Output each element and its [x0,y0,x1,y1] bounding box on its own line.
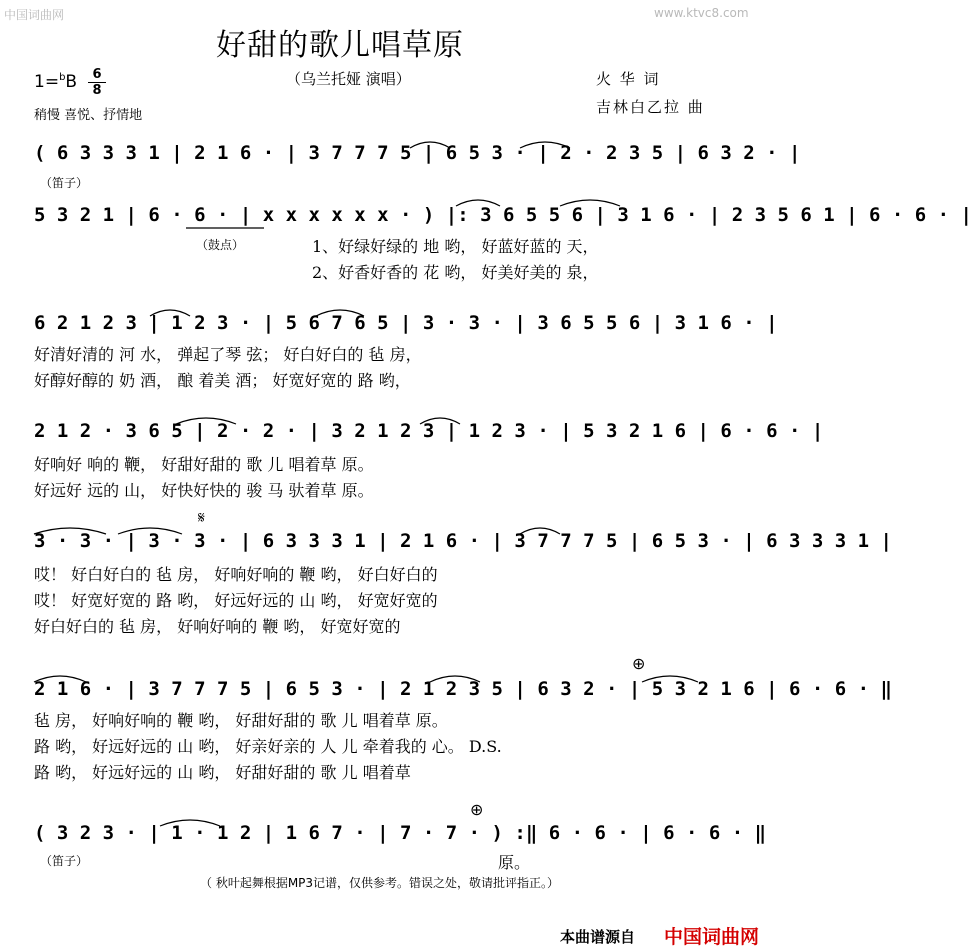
key-signature: 1=$^b$B [34,72,78,92]
site-logo: 中国词曲网 [664,926,760,948]
notation-row-1: ( 6 3 3 3 1 | 2 1 6 · | 3 7 7 7 5 | 6 5 3 · | 2 · 2 3 5 | 6 3 2 · | [34,142,801,164]
lyric-row-6-verse-1: 毡 房， 好响好响的 鞭 哟， 好甜好甜的 歌 儿 唱着草 原。 [34,711,448,730]
time-signature: 6 8 [88,68,106,97]
drum-note: （鼓点） [196,238,245,252]
lyric-row-6-verse-3: 路 哟， 好远好远的 山 哟， 好甜好甜的 歌 儿 唱着草 [34,763,411,782]
lyric-row-5-verse-2: 哎！ 好宽好宽的 路 哟， 好远好远的 山 哟， 好宽好宽的 [34,591,438,610]
coda-sign-1: ⊕ [632,654,646,673]
flute-note-1: （笛子） [40,176,89,190]
singer: （乌兰托娅 演唱） [286,70,411,88]
lyric-row-7: 原。 [498,853,531,872]
lyric-row-5-verse-3: 好白好白的 毡 房， 好响好响的 鞭 哟， 好宽好宽的 [34,617,401,636]
notation-row-5: 3 · 3 · | 3 · 3 · | 6 3 3 3 1 | 2 1 6 · | 3 7 7 7 5 | 6 5 3 · | 6 3 3 3 1 | [34,530,892,552]
source-label: 本曲谱源自 [560,928,636,946]
lyric-row-2-verse-1: 1、好绿好绿的 地 哟， 好蓝好蓝的 天， [312,237,599,256]
lyric-row-6-verse-2: 路 哟， 好远好远的 山 哟， 好亲好亲的 人 儿 牵着我的 心。 D.S. [34,737,502,756]
notation-row-6: 2 1 6 · | 3 7 7 7 5 | 6 5 3 · | 2 1 2 3 5 | 6 3 2 · | 5 3 2 1 6 | 6 · 6 · ‖ [34,678,892,700]
flute-note-2: （笛子） [40,854,89,868]
lyric-row-5-verse-1: 哎！ 好白好白的 毡 房， 好响好响的 鞭 哟， 好白好白的 [34,565,438,584]
notation-row-3: 6 2 1 2 3 | 1 2 3 · | 5 6 7 6 5 | 3 · 3 · | 3 6 5 5 6 | 3 1 6 · | [34,312,778,334]
lyric-row-3-verse-1: 好清好清的 河 水， 弹起了琴 弦； 好白好白的 毡 房， [34,345,422,364]
notation-row-4: 2 1 2 · 3 6 5 | 2 · 2 · | 3 2 1 2 3 | 1 2 3 · | 5 3 2 1 6 | 6 · 6 · | [34,420,824,442]
notation-row-2: 5 3 2 1 | 6 · 6 · | x x x x x x · ) |: 3 6 5 5 6 | 3 1 6 · | 2 3 5 6 1 | 6 · 6 · | [34,204,972,226]
lyric-row-4-verse-1: 好响好 响的 鞭， 好甜好甜的 歌 儿 唱着草 原。 [34,455,374,474]
watermark-left: 中国词曲网 [4,8,65,22]
composer-credit: 吉林白乙拉 曲 [596,98,705,116]
song-title: 好甜的歌儿唱草原 [216,28,464,63]
segno-sign: 𝄋 [198,508,205,527]
coda-sign-2: ⊕ [470,800,484,819]
notation-row-7: ( 3 2 3 · | 1 · 1 2 | 1 6 7 · | 7 · 7 · ) :‖ 6 · 6 · | 6 · 6 · ‖ [34,822,767,844]
watermark-right: www.ktvc8.com [654,6,749,20]
tempo-marking: 稍慢 喜悦、抒情地 [34,108,143,123]
transcription-note: （ 秋叶起舞根据MP3记谱，仅供参考。错误之处，敬请批评指正。） [200,876,560,890]
lyric-row-4-verse-2: 好远好 远的 山， 好快好快的 骏 马 驮着草 原。 [34,481,374,500]
lyric-row-2-verse-2: 2、好香好香的 花 哟， 好美好美的 泉， [312,263,599,282]
lyric-row-3-verse-2: 好醇好醇的 奶 酒， 酿 着美 酒； 好宽好宽的 路 哟， [34,371,411,390]
lyricist-credit: 火 华 词 [596,70,661,88]
